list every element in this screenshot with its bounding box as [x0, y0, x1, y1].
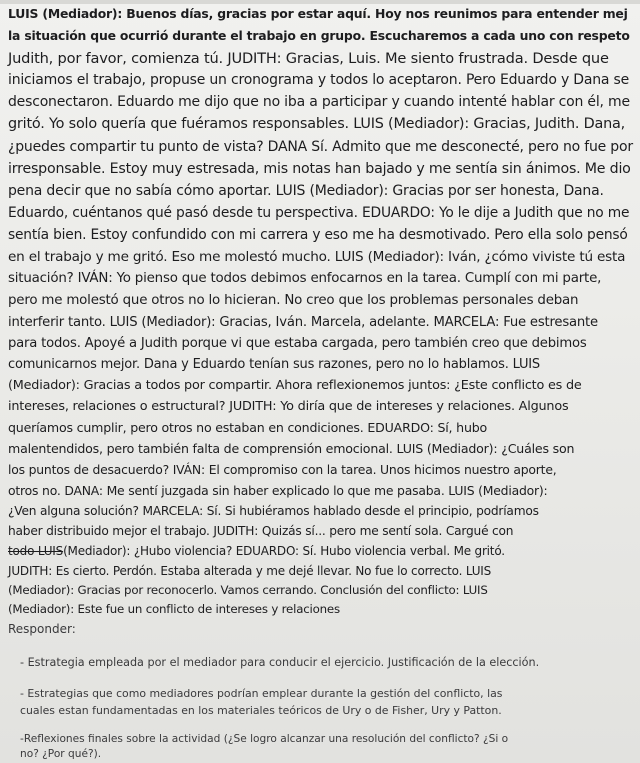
- dialogue-line: gritó. Yo solo quería que fuéramos responsables. LUIS (Mediador): Gracias, Judith. Dana,: [8, 116, 626, 132]
- question-strategy: - Estrategia empleada por el mediador para conducir el ejercicio. Justificación de la elección.: [20, 656, 540, 669]
- dialogue-line: Judith, por favor, comienza tú. JUDITH: Gracias, Luis. Me siento frustrada. Desde que: [8, 50, 609, 67]
- dialogue-line: situación? IVÁN: Yo pienso que todos debimos enfocarnos en la tarea. Cumplí con mi parte,: [8, 271, 602, 286]
- dialogue-line: otros no. DANA: Me sentí juzgada sin haber explicado lo que me pasaba. LUIS (Mediador):: [8, 483, 548, 498]
- dialogue-line: [8, 544, 505, 558]
- responder-heading: Responder:: [8, 622, 76, 636]
- dialogue-line: sentía bien. Estoy confundido con mi carrera y eso me ha desmotivado. Pero ella solo pensó: [8, 227, 628, 243]
- question-strategies-cont: cuales estan fundamentadas en los materiales teóricos de Ury o de Fisher, Ury y Patton.: [20, 704, 502, 717]
- dialogue-line: ¿puedes compartir tu punto de vista? DANA Sí. Admito que me desconecté, pero no fue por: [8, 139, 633, 155]
- dialogue-line: haber distribuido mejor el trabajo. JUDITH: Quizás sí... pero me sentí sola. Cargué con: [8, 524, 514, 538]
- dialogue-line: (Mediador): Gracias por reconocerlo. Vamos cerrando. Conclusión del conflicto: LUIS: [8, 583, 488, 597]
- dialogue-line: intereses, relaciones o estructural? JUDITH: Yo diría que de intereses y relaciones. Algunos: [8, 399, 569, 414]
- dialogue-line: interferir tanto. LUIS (Mediador): Gracias, Iván. Marcela, adelante. MARCELA: Fue estresante: [8, 315, 598, 330]
- dialogue-line: la situación que ocurrió durante el trabajo en grupo. Escucharemos a cada uno con respeto: [8, 28, 630, 43]
- dialogue-line: comunicarnos mejor. Dana y Eduardo tenían sus razones, pero no lo hablamos. LUIS: [8, 357, 540, 372]
- dialogue-line: para todos. Apoyé a Judith porque vi que estaba cargada, pero también creo que debimos: [8, 336, 587, 351]
- struck-text: todo LUIS: [8, 544, 64, 558]
- dialogue-line: (Mediador): Gracias a todos por compartir. Ahora reflexionemos juntos: ¿Este conflicto es de: [8, 378, 582, 393]
- dialogue-text: (Mediador): ¿Hubo violencia? EDUARDO: Sí. Hubo violencia verbal. Me gritó.: [63, 544, 505, 558]
- dialogue-line: en el trabajo y me gritó. Eso me molestó mucho. LUIS (Mediador): Iván, ¿cómo viviste tú esta: [8, 249, 626, 265]
- dialogue-line: JUDITH: Es cierto. Perdón. Estaba alterada y me dejé llevar. No fue lo correcto. LUIS: [8, 564, 492, 578]
- dialogue-line: (Mediador): Este fue un conflicto de intereses y relaciones: [8, 602, 340, 616]
- dialogue-line: queríamos cumplir, pero otros no estaban en condiciones. EDUARDO: Sí, hubo: [8, 420, 488, 435]
- dialogue-line: Eduardo, cuéntanos qué pasó desde tu perspectiva. EDUARDO: Yo le dije a Judith que no me: [8, 205, 630, 221]
- dialogue-line: irresponsable. Estoy muy estresada, mis notas han bajado y me sentía sin ánimos. Me dio: [8, 161, 631, 177]
- dialogue-line: los puntos de desacuerdo? IVÁN: El compromiso con la tarea. Unos hicimos nuestro aporte,: [8, 462, 557, 477]
- dialogue-line: ¿Ven alguna solución? MARCELA: Sí. Si hubiéramos hablado desde el principio, podríamos: [8, 504, 539, 518]
- dialogue-line: iniciamos el trabajo, propuse un cronograma y todos lo aceptaron. Pero Eduardo y Dana se: [8, 72, 630, 88]
- question-strategies: - Estrategias que como mediadores podrían emplear durante la gestión del conflicto, las: [20, 687, 503, 700]
- dialogue-line: desconectaron. Eduardo me dijo que no iba a participar y cuando intenté hablar con él, me: [8, 94, 630, 110]
- dialogue-line: malentendidos, pero también falta de comprensión emocional. LUIS (Mediador): ¿Cuáles son: [8, 441, 575, 456]
- dialogue-line: LUIS (Mediador): Buenos días, gracias por estar aquí. Hoy nos reunimos para entender mej: [8, 6, 628, 21]
- dialogue-line: pero me molestó que otros no lo hicieran. No creo que los problemas personales deban: [8, 293, 579, 308]
- dialogue-line: pena decir que no sabía cómo aportar. LUIS (Mediador): Gracias por ser honesta, Dana.: [8, 183, 604, 199]
- question-reflections-cont: no? ¿Por qué?).: [20, 748, 102, 760]
- top-edge: [0, 0, 640, 4]
- question-reflections: -Reflexiones finales sobre la actividad (¿Se logro alcanzar una resolución del conflicto? ¿Si o: [20, 733, 509, 745]
